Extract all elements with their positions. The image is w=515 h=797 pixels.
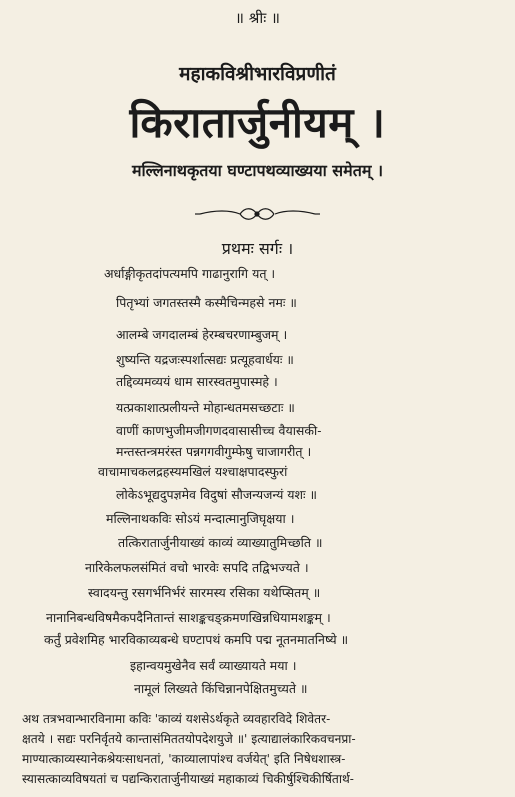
ornament-divider (0, 203, 515, 225)
commentary-prose-line: माण्यात्काव्यस्यानेकश्रेयःसाधनतां, 'काव्यालापांश्च वर्जयेत्' इति निषेधशास्त्र- (22, 752, 346, 766)
verse-line: वाणीं काणभुजीमजीगणदवासासीच्च वैयासकी- (116, 423, 322, 438)
verse-line: नारिकेलफलसंमितं वचो भारवेः सपदि तद्विभज्यते । (85, 560, 309, 575)
book-title: किरातार्जुनीयम् । (129, 98, 386, 147)
verse-line: मल्लिनाथकविः सोऽयं मन्दात्मानुजिघृक्षया । (106, 511, 295, 526)
verse-line: आलम्बे जगदालम्बं हेरम्बचरणाम्बुजम् । (116, 327, 288, 342)
author-line: महाकविश्रीभारविप्रणीतं (179, 63, 336, 85)
verse-line: नामूलं लिख्यते किंचिन्नानपेक्षितमुच्यते ॥ (134, 681, 308, 696)
verse-line: नानानिबन्धविषमैकपदैनितान्तं साशङ्कचङ्क्रमणखिन्नधियामशङ्कम् । (46, 610, 331, 625)
invocation-shri: ॥ श्रीः ॥ (234, 9, 281, 27)
verse-line: तद्दिव्यमव्ययं धाम सारस्वतमुपास्महे । (116, 374, 278, 389)
chapter-heading: प्रथमः सर्गः । (221, 239, 294, 258)
verse-line: तत्किरातार्जुनीयाख्यं काव्यं व्याख्यातुमिच्छति ॥ (118, 535, 323, 550)
verse-line: मन्तस्तन्त्रमरंस्त पन्नगगवीगुम्फेषु चाजागरीत् । (116, 444, 312, 459)
verse-line: पितृभ्यां जगतस्तस्मै कस्मैचिन्महसे नमः ॥ (116, 295, 297, 310)
commentary-prose-line: क्षतये । सद्यः परनिर्वृतये कान्तासंमिततयोपदेशयुजे ॥' इत्याद्यालंकारिकवचनप्रा- (22, 732, 356, 746)
verse-line: लोकेऽभूद्यदुपज्ञमेव विदुषां सौजन्यजन्यं यशः ॥ (116, 487, 318, 502)
verse-line: वाचामाचकलद्रहस्यमखिलं यश्चाक्षपादस्फुरां (98, 464, 288, 479)
verse-line: अर्धाङ्गीकृतदांपत्यमपि गाढानुरागि यत् । (104, 266, 276, 281)
commentary-line: मल्लिनाथकृतया घण्टापथव्याख्यया समेतम् । (131, 161, 384, 180)
verse-line: शुष्यन्ति यद्रजःस्पर्शात्सद्यः प्रत्यूहवार्धयः ॥ (116, 352, 294, 367)
commentary-prose-line: स्यासत्काव्यविषयतां च पद्यन्किरातार्जुनीयाख्यं महाकाव्यं चिकीर्षुश्चिकीर्षितार्थ- (22, 772, 354, 786)
verse-line: कर्तुं प्रवेशमिह भारविकाव्यबन्धे घण्टापथं कमपि पद्म नूतनमातनिष्ये ॥ (44, 632, 349, 647)
verse-line: यत्प्रकाशात्प्रलीयन्ते मोहान्धतमसच्छटाः ॥ (116, 400, 295, 415)
verse-line: स्वादयन्तु रसगर्भनिर्भरं सारमस्य रसिका यथेप्सितम् ॥ (88, 585, 321, 600)
commentary-prose-line: अथ तत्रभवान्भारविनामा कविः 'काव्यं यशसेऽर्थकृते व्यवहारविदे शिवेतर- (22, 712, 331, 726)
verse-line: इहान्वयमुखेनैव सर्वं व्याख्यायते मया । (130, 658, 297, 673)
